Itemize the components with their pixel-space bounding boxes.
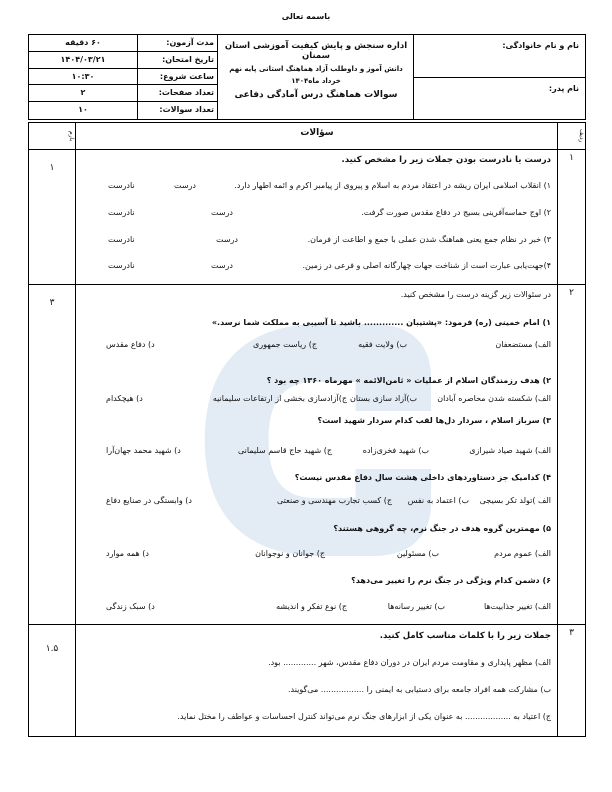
exam-title: سوالات هماهنگ درس آمادگی دفاعی — [234, 90, 398, 100]
section-title: در سئوالات زیر گزینه درست را مشخص کنید. — [400, 290, 551, 299]
mc-question-5: ۵) مهمترین گروه هدف در جنگ نرم، چه گروهی هستند؟ — [333, 524, 551, 533]
section-number: ۱ — [557, 149, 585, 284]
mc-q4-opt-c[interactable]: ج) کسب تجارب مهندسی و صنعتی — [277, 496, 392, 505]
mc-q5-opt-a[interactable]: الف) عموم مردم — [494, 549, 551, 558]
meta-start-time: ساعت شروع: ۱۰:۳۰ — [29, 69, 218, 86]
org-line-3: خرداد ماه۱۴۰۴ — [291, 77, 341, 85]
organization-info — [217, 35, 414, 119]
mc-q6-opt-b[interactable]: ب) تغییر رسانه‌ها — [387, 602, 445, 611]
mc-q3-opt-b[interactable]: ب) شهید فخری‌زاده — [362, 446, 429, 455]
mc-q1-opt-a[interactable]: الف) مستضعفان — [495, 340, 551, 349]
mc-q6-opt-d[interactable]: د) سبک زندگی — [106, 602, 155, 611]
org-line-2: دانش آموز و داوطلب آزاد هماهنگ استانی پایه نهم — [229, 65, 403, 73]
fill-item-a: الف) مظهر پایداری و مقاومت مردم ایران در دوران دفاع مقدس، شهر ............. بود. — [268, 658, 551, 667]
score-header: بارم — [68, 130, 75, 142]
meta-date: تاریخ امتحان: ۱۴۰۴/۰۳/۲۱ — [29, 52, 218, 69]
mc-q1-opt-d[interactable]: د) دفاع مقدس — [106, 340, 155, 349]
tf-item-2: ۲) اوج حماسه‌آفرینی بسیج در دفاع مقدس صورت گرفت. — [361, 208, 551, 217]
mc-q2-opt-c[interactable]: ج)آزادسازی بخشی از ارتفاعات سلیمانیه — [212, 394, 347, 403]
exam-meta — [29, 35, 218, 119]
mc-question-4: ۴) کدامیک جز دستاوردهای داخلی هشت سال دفاع مقدس نیست؟ — [294, 473, 551, 482]
meta-question-count: تعداد سوالات: ۱۰ — [29, 102, 218, 119]
questions-header: سؤالات — [75, 123, 558, 149]
mc-q2-opt-a[interactable]: الف) شکسته شدن محاصره آبادان — [437, 394, 551, 403]
mc-q5-opt-b[interactable]: ب) مسئولین — [396, 549, 439, 558]
mc-q1-opt-c[interactable]: ج) ریاست جمهوری — [253, 340, 317, 349]
section-title: جملات زیر را با کلمات مناسب کامل کنید. — [379, 631, 551, 641]
tf-false-3[interactable]: نادرست — [108, 235, 135, 244]
mc-question-1: ۱) امام خمینی (ره) فرمود: «پشتیبان ............. باشید تا آسیبی به مملکت شما نرسد.» — [211, 318, 551, 327]
tf-false-2[interactable]: نادرست — [108, 208, 135, 217]
section-score: ۱ — [29, 149, 76, 284]
mc-q2-opt-b[interactable]: ب)آزاد سازی بستان — [350, 394, 417, 403]
radif-header: ردیف — [557, 123, 585, 149]
bismillah: باسمه تعالی — [281, 12, 331, 21]
section-body — [76, 624, 557, 736]
section-number: ۳ — [557, 624, 585, 736]
section-body — [76, 149, 557, 284]
father-name-field[interactable]: نام پدر: — [414, 77, 585, 119]
tf-item-4: ۴)جهت‌یابی عبارت است از شناخت جهات چهارگانه اصلی و فرعی در زمین. — [302, 261, 551, 270]
name-field[interactable]: نام و نام خانوادگی: — [502, 41, 579, 50]
tf-true-1[interactable]: درست — [174, 181, 196, 190]
student-info — [413, 35, 585, 119]
question-section-1 — [28, 149, 586, 285]
mc-question-2: ۲) هدف رزمندگان اسلام از عملیات « ثامن‌الائمه » مهرماه ۱۳۶۰ چه بود ؟ — [266, 376, 551, 385]
tf-true-4[interactable]: درست — [211, 261, 233, 270]
fill-item-c: ج) اعتیاد به .................. به عنوان یکی از ابزارهای جنگ نرم می‌تواند کنترل احساسات و عواطف را مختل نماید. — [177, 712, 551, 721]
mc-q1-opt-b[interactable]: ب) ولایت فقیه — [358, 340, 407, 349]
tf-item-3: ۳) خبر در نظام جمع یعنی هماهنگ شدن عملی با جمع و اطاعت از فرمان. — [307, 235, 551, 244]
mc-q3-opt-d[interactable]: د) شهید محمد جهان‌آرا — [106, 446, 181, 455]
mc-q5-opt-c[interactable]: ج) جوانان و نوجوانان — [255, 549, 325, 558]
mc-q4-opt-d[interactable]: د) وابستگی در صنایع دفاع — [106, 496, 192, 505]
tf-false-4[interactable]: نادرست — [108, 261, 135, 270]
mc-question-6: ۶) دشمن کدام ویژگی در جنگ نرم را تغییر می‌دهد؟ — [351, 576, 551, 585]
mc-q3-opt-a[interactable]: الف) شهید صیاد شیرازی — [469, 446, 551, 455]
meta-duration: مدت آزمون: ۶۰ دقیقه — [29, 35, 218, 52]
exam-header — [28, 34, 586, 120]
meta-pages: تعداد صفحات: ۲ — [29, 85, 218, 102]
mc-q3-opt-c[interactable]: ج) شهید حاج قاسم سلیمانی — [237, 446, 332, 455]
tf-true-3[interactable]: درست — [216, 235, 238, 244]
mc-q4-opt-a[interactable]: الف )تولد تکر بسیجی — [479, 496, 551, 505]
tf-item-1: ۱) انقلاب اسلامی ایران ریشه در اعتقاد مردم به اسلام و پیروی از پیامبر اکرم و ائمه اطهار دارد. — [234, 181, 551, 190]
mc-q5-opt-d[interactable]: د) همه موارد — [106, 549, 149, 558]
table-header — [28, 122, 586, 150]
mc-q4-opt-b[interactable]: ب) اعتماد به نفس — [407, 496, 469, 505]
fill-item-b: ب) مشارکت همه افراد جامعه برای دستیابی به ایمنی را ................. می‌گویند. — [287, 685, 551, 694]
tf-true-2[interactable]: درست — [211, 208, 233, 217]
section-score: ۱.۵ — [29, 624, 76, 736]
mc-q2-opt-d[interactable]: د) هیچکدام — [106, 394, 143, 403]
question-section-3 — [28, 624, 586, 737]
section-title: درست یا نادرست بودن جملات زیر را مشخص کنید. — [341, 155, 551, 165]
question-section-2 — [28, 284, 586, 625]
org-line-1: اداره سنجش و پایش کیفیت آموزشی استان سمنان — [224, 41, 408, 61]
section-body — [76, 284, 557, 624]
mc-question-3: ۳) سرباز اسلام ، سردار دل‌ها لقب کدام سردار شهید است؟ — [317, 416, 551, 425]
mc-q6-opt-a[interactable]: الف) تغییر جذابیت‌ها — [484, 602, 551, 611]
section-score: ۳ — [29, 284, 76, 624]
section-number: ۲ — [557, 284, 585, 624]
tf-false-1[interactable]: نادرست — [108, 181, 135, 190]
mc-q6-opt-c[interactable]: ج) نوع تفکر و اندیشه — [276, 602, 347, 611]
